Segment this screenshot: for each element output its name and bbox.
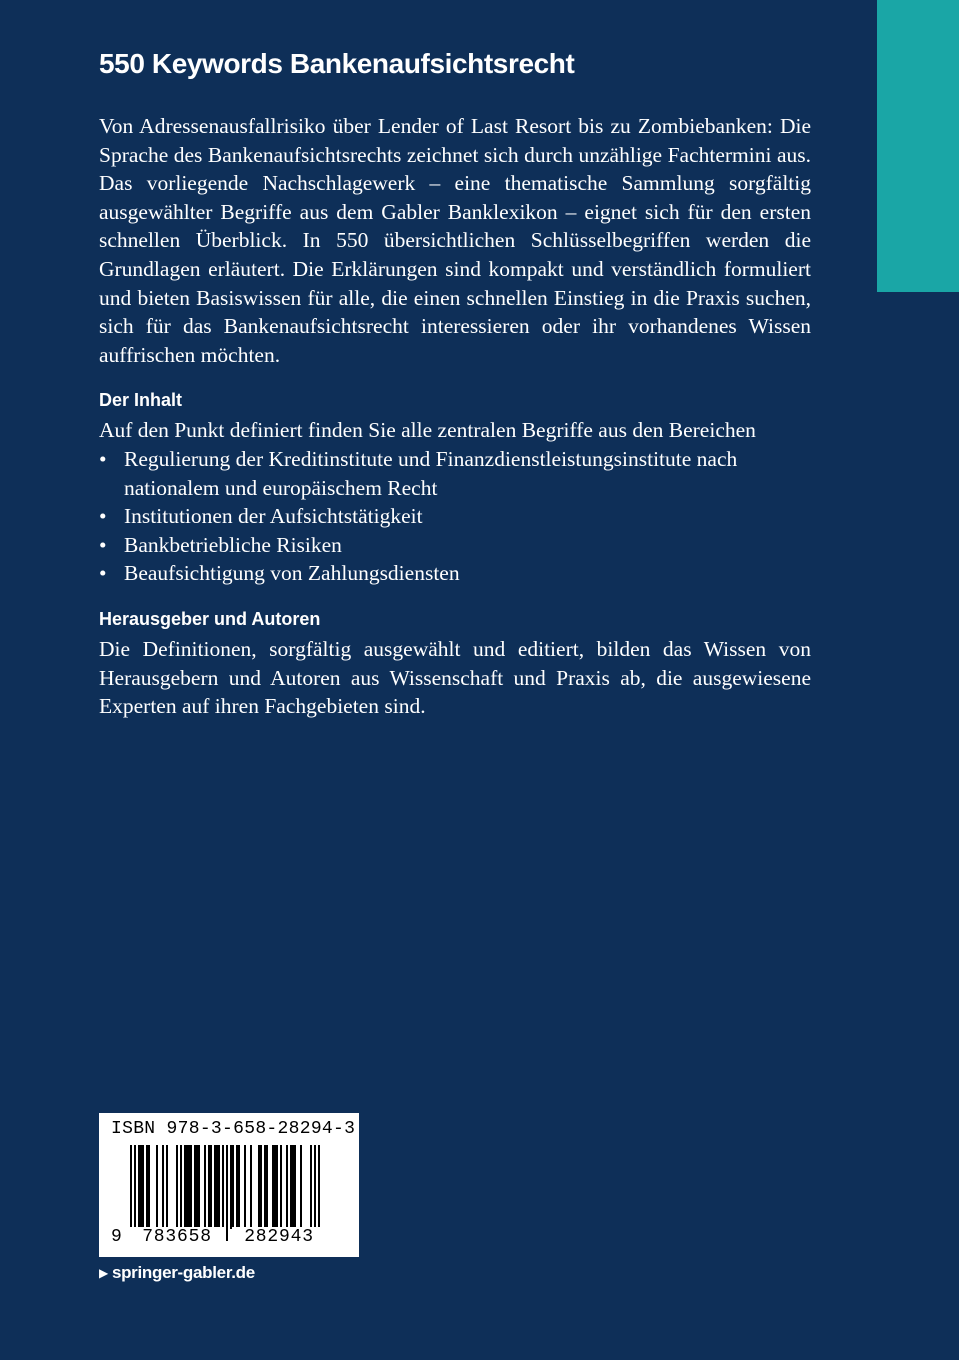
list-item <box>99 559 811 588</box>
arrow-right-icon: ▶ <box>99 1266 108 1280</box>
list-item-text: Regulierung der Kreditinstitute und Finanzdienstleistungsinstitute nach nationalem und europäischem Recht <box>124 446 738 500</box>
barcode-bar <box>194 1145 196 1229</box>
barcode-bar <box>188 1145 190 1229</box>
barcode-bar <box>180 1145 182 1229</box>
barcode-bar <box>310 1145 312 1229</box>
editors-heading: Herausgeber und Autoren <box>99 608 321 629</box>
barcode-bar <box>198 1145 200 1229</box>
barcode-bar <box>266 1145 268 1229</box>
barcode-bar <box>300 1145 302 1229</box>
barcode-bar <box>280 1145 282 1229</box>
barcode-bar <box>244 1145 246 1229</box>
barcode-bar <box>286 1145 288 1229</box>
barcode-bar <box>250 1145 252 1229</box>
back-cover-content <box>99 44 811 721</box>
barcode-bar <box>186 1145 188 1229</box>
barcode-bar <box>138 1145 140 1229</box>
list-item <box>99 531 811 560</box>
ean-first-digit: 9 <box>111 1227 122 1247</box>
list-item-text: Beaufsichtigung von Zahlungsdiensten <box>124 561 460 586</box>
ean-left-digits: 783658 <box>130 1227 224 1247</box>
barcode-bar <box>236 1145 238 1229</box>
barcode-bar <box>218 1145 220 1229</box>
list-item-text: Institutionen der Aufsichtstätigkeit <box>124 504 423 529</box>
barcode-bar <box>176 1145 178 1229</box>
barcode-bar <box>162 1145 164 1229</box>
isbn-label: ISBN 978-3-658-28294-3 <box>111 1119 356 1139</box>
editors-paragraph: Die Definitionen, sorgfältig ausgewählt und editiert, bilden das Wissen von Herausgebern und Autoren aus Wissenschaft und Praxis ab, die ausgewiesene Experten auf ihren Fachgebieten sind. <box>99 636 811 719</box>
barcode-bar <box>272 1145 274 1229</box>
barcode-bar <box>148 1145 150 1229</box>
contents-lead: Auf den Punkt definiert finden Sie alle zentralen Begriffe aus den Bereichen <box>99 418 756 443</box>
barcode-bar <box>294 1145 296 1229</box>
barcode-bar <box>276 1145 278 1229</box>
barcode-bar <box>210 1145 212 1229</box>
barcode-bar <box>226 1145 228 1241</box>
barcode-box <box>99 1113 359 1257</box>
bullet-icon: • <box>99 532 107 557</box>
barcode-bar <box>196 1145 198 1229</box>
barcode-bar <box>216 1145 218 1229</box>
barcode-bar <box>156 1145 158 1229</box>
barcode-bar <box>264 1145 266 1229</box>
barcode-bar <box>258 1145 260 1229</box>
list-item-text: Bankbetriebliche Risiken <box>124 532 342 557</box>
barcode-bar <box>190 1145 192 1229</box>
barcode-bar <box>204 1145 206 1229</box>
barcode-bar <box>214 1145 216 1229</box>
barcode-bar <box>208 1145 210 1229</box>
list-item <box>99 445 811 502</box>
barcode-bar <box>238 1145 240 1229</box>
barcode-bar <box>166 1145 168 1229</box>
accent-bar <box>877 0 959 292</box>
barcode-bar <box>142 1145 144 1229</box>
barcode-bar <box>290 1145 292 1229</box>
intro-paragraph: Von Adressenausfallrisiko über Lender of Last Resort bis zu Zombiebanken: Die Sprache des Bankenaufsichtsrechts zeichnet sich durch unzählige Fachtermini aus. Das vorliegende Nachschlagewerk – eine thematische Sammlung sorgfältig ausgewählter Begriffe aus dem Gabler Banklexikon – eignet sich für den ersten schnellen Überblick. In 550 übersichtlichen Schlüsselbegriffen werden die Grundlagen erläutert. Die Erklärungen sind kompakt und verständlich formuliert und bieten Basiswissen für alle, die einen schnellen Einstieg in die Praxis suchen, sich für das Bankenaufsichtsrecht interessieren oder ihr vorhandenes Wissen auffrischen möchten. <box>99 114 811 367</box>
contents-heading: Der Inhalt <box>99 390 183 411</box>
publisher-link[interactable] <box>99 1262 255 1284</box>
barcode-bar <box>260 1145 262 1229</box>
ean-right-digits: 282943 <box>232 1227 326 1247</box>
barcode-bar <box>146 1145 148 1229</box>
barcode-bar <box>184 1145 186 1229</box>
book-title: 550 Keywords Bankenaufsichtsrecht <box>99 48 575 79</box>
barcode-bar <box>292 1145 294 1229</box>
barcode-bar <box>232 1145 234 1229</box>
barcode-bar <box>140 1145 142 1229</box>
list-item <box>99 502 811 531</box>
barcode-bar <box>274 1145 276 1229</box>
contents-list <box>99 445 811 588</box>
bullet-icon: • <box>99 446 107 471</box>
bullet-icon: • <box>99 561 107 586</box>
publisher-url: springer-gabler.de <box>111 1263 255 1282</box>
bullet-icon: • <box>99 504 107 529</box>
barcode-bar <box>230 1145 232 1229</box>
